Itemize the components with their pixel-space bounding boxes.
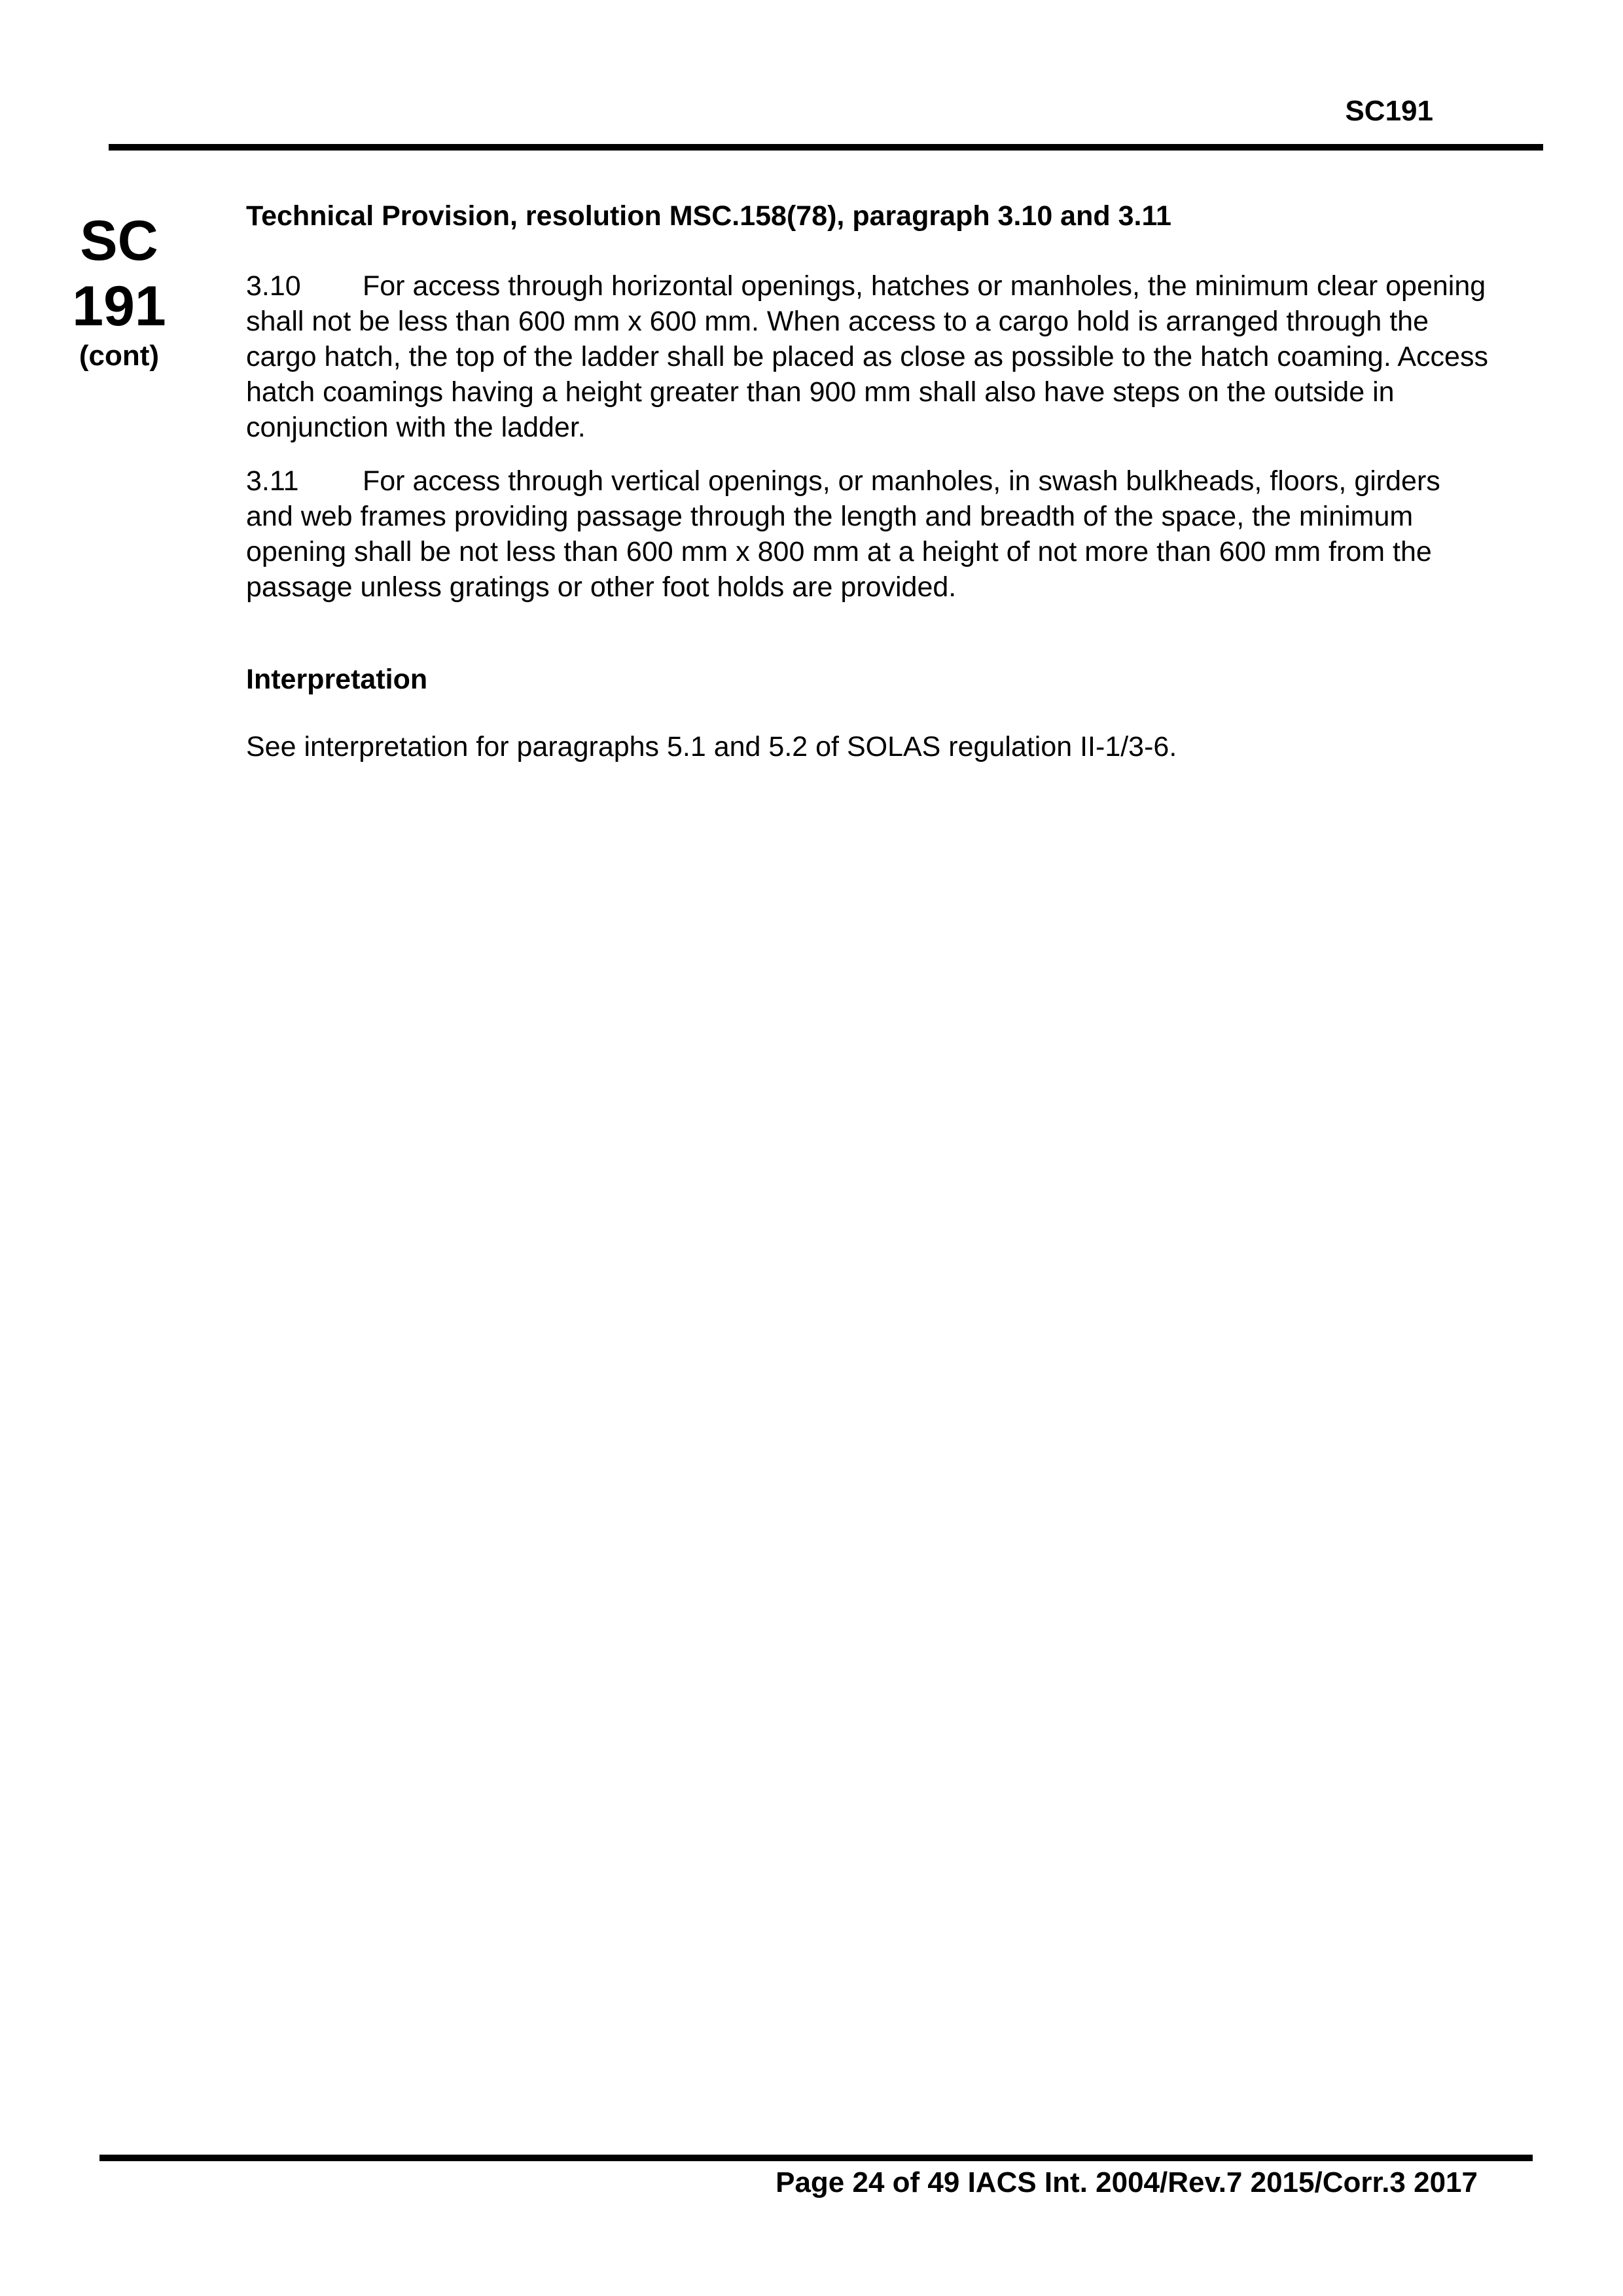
interpretation-heading: Interpretation <box>246 664 428 695</box>
header-rule <box>109 144 1543 151</box>
paragraph-3-10 <box>246 268 1489 445</box>
side-label-prefix: SC <box>80 209 158 272</box>
paragraph-text: For access through horizontal openings, hatches or manholes, the minimum clear opening shall not be less than 600 mm x 600 mm. When access to a cargo hold is arranged through the cargo hatch, the top of the ladder shall be placed as close as possible to the hatch coaming. Access hatch coamings having a height greater than 900 mm shall also have steps on the outside in conjunction with the ladder. <box>246 270 1488 443</box>
footer-rule <box>99 2155 1533 2161</box>
interpretation-text: See interpretation for paragraphs 5.1 and 5.2 of SOLAS regulation II-1/3-6. <box>246 731 1177 762</box>
paragraph-text: For access through vertical openings, or manholes, in swash bulkheads, floors, girders and web frames providing passage through the length and breadth of the space, the minimum opening shall be not less than 600 mm x 800 mm at a height of not more than 600 mm from the passage unless gratings or other foot holds are provided. <box>246 465 1440 603</box>
paragraph-number: 3.10 <box>246 270 301 302</box>
technical-provision-heading: Technical Provision, resolution MSC.158(78), paragraph 3.10 and 3.11 <box>246 200 1171 232</box>
side-label <box>65 208 173 373</box>
side-label-cont: (cont) <box>79 340 160 372</box>
footer-page-info: Page 24 of 49 IACS Int. 2004/Rev.7 2015/Corr.3 2017 <box>776 2166 1478 2198</box>
side-label-number: 191 <box>72 275 166 338</box>
paragraph-number: 3.11 <box>246 465 299 497</box>
header-document-code: SC191 <box>1345 95 1433 127</box>
paragraph-3-11 <box>246 463 1489 605</box>
document-body <box>246 196 1489 764</box>
